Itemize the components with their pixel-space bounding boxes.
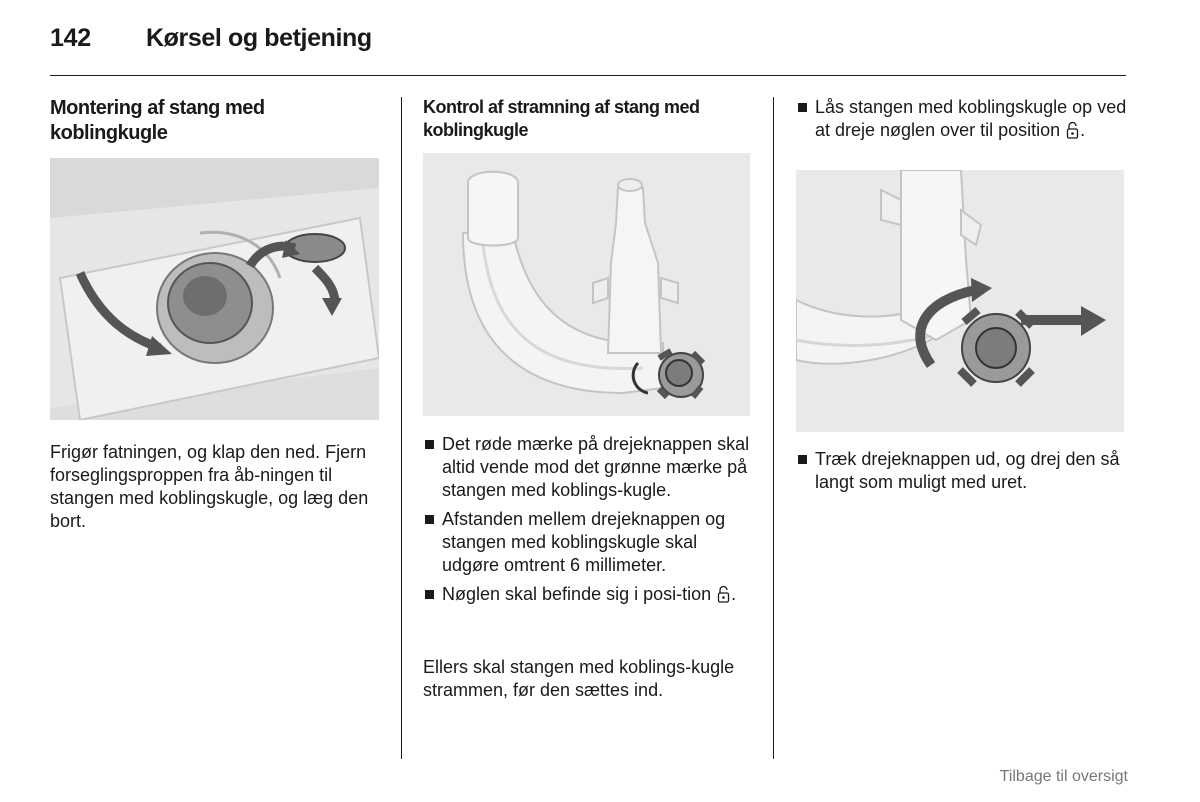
section-title: Kørsel og betjening xyxy=(146,24,372,52)
knob-illustration-icon xyxy=(796,170,1124,432)
unlocked-key-position-icon xyxy=(717,586,730,603)
col2-bullet-2: Afstanden mellem drejeknappen og stangen med koblingskugle skal udgøre omtrent 6 millimeter. xyxy=(423,508,753,577)
col3-bullet-list-top xyxy=(796,96,1131,148)
header-rule xyxy=(50,75,1126,76)
col1-paragraph: Frigør fatningen, og klap den ned. Fjern forseglingsproppen fra åb-ningen til stangen med koblingskugle, og læg den bort. xyxy=(50,442,369,531)
col3-bullet-list-bottom xyxy=(796,448,1131,500)
col3-bullet-top: Lås stangen med koblingskugle op ved at dreje nøglen over til position . xyxy=(796,96,1131,142)
bullet-square-icon xyxy=(425,590,434,599)
unlocked-key-position-icon xyxy=(1066,122,1079,139)
col2-paragraph: Ellers skal stangen med koblings-kugle strammen, før den sættes ind. xyxy=(423,657,735,700)
col1-heading: Montering af stang med koblingkugle xyxy=(50,97,265,144)
column-1 xyxy=(50,96,385,146)
col3-bullet-bottom: Træk drejeknappen ud, og drej den så langt som muligt med uret. xyxy=(796,448,1131,494)
col2-bullet-3: Nøglen skal befinde sig i posi-tion . xyxy=(423,583,753,606)
back-to-overview-link[interactable]: Tilbage til oversigt xyxy=(999,768,1128,785)
bullet-square-icon xyxy=(798,455,807,464)
bullet-square-icon xyxy=(425,515,434,524)
bullet-square-icon xyxy=(798,103,807,112)
column-divider-right xyxy=(773,97,774,759)
socket-illustration-icon xyxy=(50,158,379,420)
column-divider-left xyxy=(401,97,402,759)
bullet-square-icon xyxy=(425,440,434,449)
figure-towbar-illustration xyxy=(423,153,750,416)
figure-knob-illustration xyxy=(796,170,1124,432)
col2-bullet-1: Det røde mærke på drejeknappen skal altid vende mod det grønne mærke på stangen med koblings-kugle. xyxy=(423,433,753,502)
figure-socket-illustration xyxy=(50,158,379,420)
towbar-illustration-icon xyxy=(423,153,750,416)
col2-heading: Kontrol af stramning af stang med koblingkugle xyxy=(423,97,700,140)
col2-bullet-list xyxy=(423,433,753,612)
page-number: 142 xyxy=(50,24,91,52)
